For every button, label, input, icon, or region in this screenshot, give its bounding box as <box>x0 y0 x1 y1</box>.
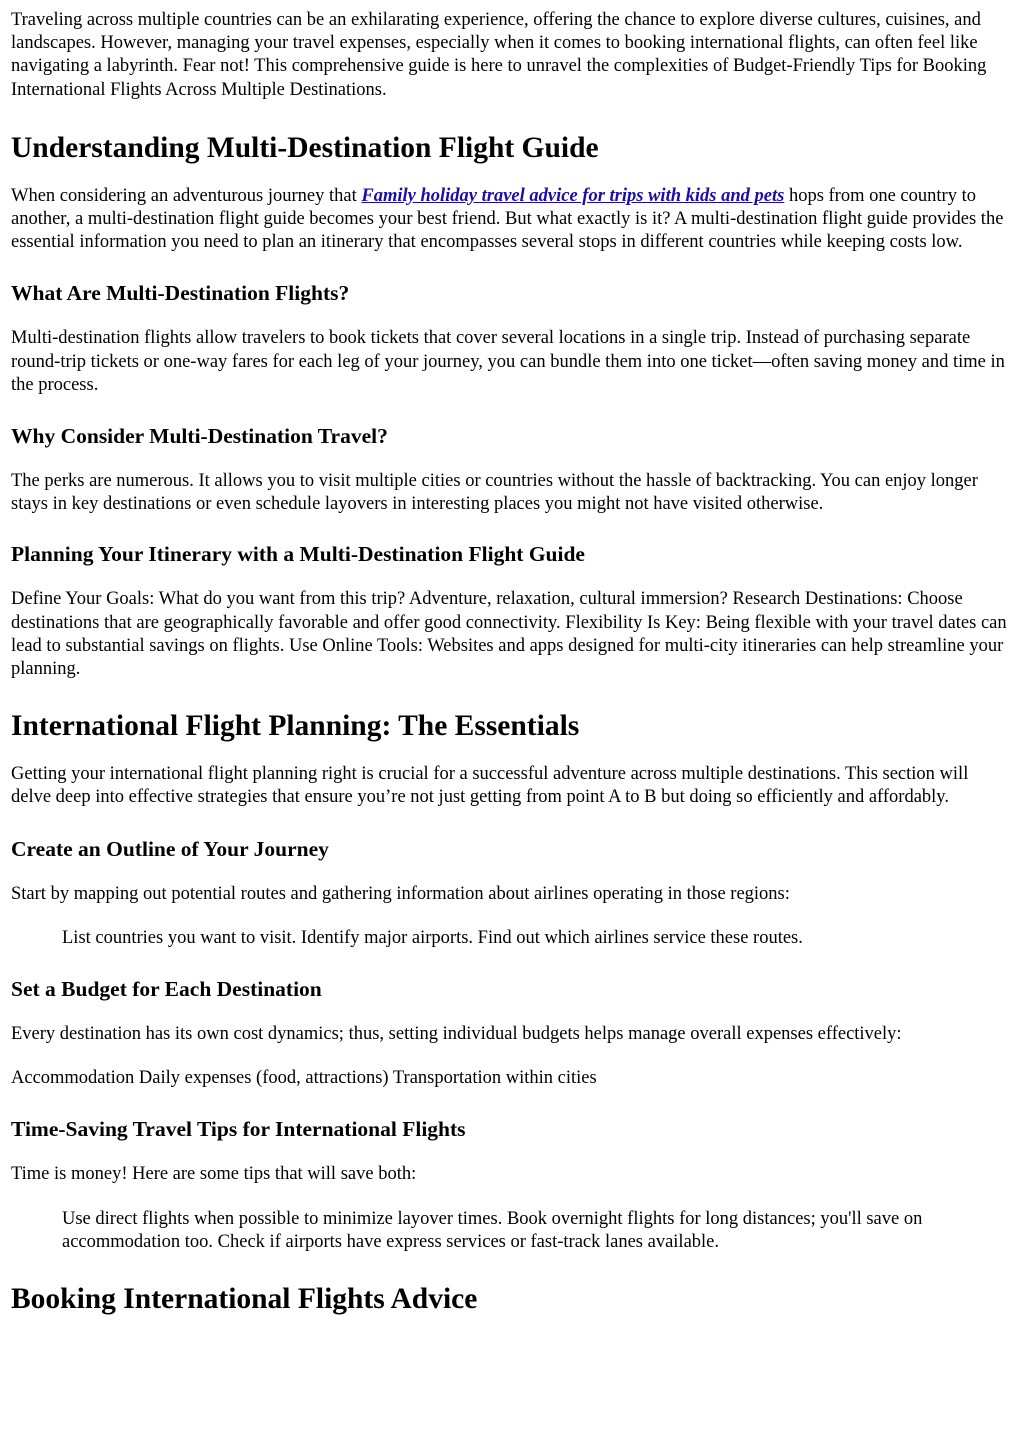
family-holiday-link[interactable]: Family holiday travel advice for trips with kids and pets <box>361 185 785 206</box>
subheading-planning-itinerary: Planning Your Itinerary with a Multi-Destination Flight Guide <box>11 542 585 567</box>
section-understanding-paragraph <box>11 185 1013 255</box>
time-saving-paragraph: Time is money! Here are some tips that will save both: <box>11 1164 417 1185</box>
intro-paragraph: Traveling across multiple countries can be an exhilarating experience, offering the chance to explore diverse cultures, cuisines, and landscapes. However, managing your travel expenses, especially when it comes to booking international flights, can often feel like navigating a labyrinth. Fear not! This comprehensive guide is here to unravel the complexities of Budget-Friendly Tips for Booking International Flights Across Multiple Destinations. <box>11 10 987 100</box>
paragraph-text-before-link: When considering an adventurous journey that <box>11 185 362 206</box>
planning-itinerary-paragraph: Define Your Goals: What do you want from this trip? Adventure, relaxation, cultural immersion? Research Destinations: Choose destinations that are geographically favorable and offer good connectivity. Flexibility Is Key: Being flexible with your travel dates can lead to substantial savings on flights. Use Online Tools: Websites and apps designed for multi-city itineraries can help streamline your planning. <box>11 589 1007 680</box>
outline-journey-list: List countries you want to visit. Identify major airports. Find out which airlines service these routes. <box>62 927 803 948</box>
subheading-set-budget: Set a Budget for Each Destination <box>11 977 322 1002</box>
subheading-outline-journey: Create an Outline of Your Journey <box>11 836 329 861</box>
outline-journey-paragraph: Start by mapping out potential routes and gathering information about airlines operating in those regions: <box>11 883 790 904</box>
what-are-flights-paragraph: Multi-destination flights allow travelers to book tickets that cover several locations in a single trip. Instead of purchasing separate round-trip tickets or one-way fares for each leg of your journey, you can bundle them into one ticket—often saving money and time in the process. <box>11 328 1005 395</box>
time-saving-list: Use direct flights when possible to minimize layover times. Book overnight flights for long distances; you'll save on accommodation too. Check if airports have express services or fast-track lanes available. <box>62 1208 923 1252</box>
paragraph-text-after-link: hops from one country to another, a multi-destination flight guide becomes your best friend. But what exactly is it? A multi-destination flight guide provides the essential information you need to plan an itinerary that encompasses several stops in different countries while keeping costs low. <box>11 185 1004 253</box>
section-heading-understanding: Understanding Multi-Destination Flight Guide <box>11 131 599 164</box>
section-heading-booking-advice: Booking International Flights Advice <box>11 1283 478 1316</box>
why-consider-paragraph: The perks are numerous. It allows you to visit multiple cities or countries without the hassle of backtracking. You can enjoy longer stays in key destinations or even schedule layovers in interesting places you might not have visited otherwise. <box>11 471 978 515</box>
set-budget-list: Accommodation Daily expenses (food, attractions) Transportation within cities <box>11 1068 597 1089</box>
subheading-why-consider: Why Consider Multi-Destination Travel? <box>11 424 388 449</box>
section-heading-essentials: International Flight Planning: The Essentials <box>11 710 580 743</box>
subheading-what-are-flights: What Are Multi-Destination Flights? <box>11 281 350 306</box>
set-budget-paragraph: Every destination has its own cost dynamics; thus, setting individual budgets helps manage overall expenses effectively: <box>11 1024 902 1045</box>
essentials-paragraph: Getting your international flight planning right is crucial for a successful adventure across multiple destinations. This section will delve deep into effective strategies that ensure you’re not just getting from point A to B but doing so efficiently and affordably. <box>11 764 969 808</box>
subheading-time-saving: Time-Saving Travel Tips for International Flights <box>11 1117 466 1142</box>
